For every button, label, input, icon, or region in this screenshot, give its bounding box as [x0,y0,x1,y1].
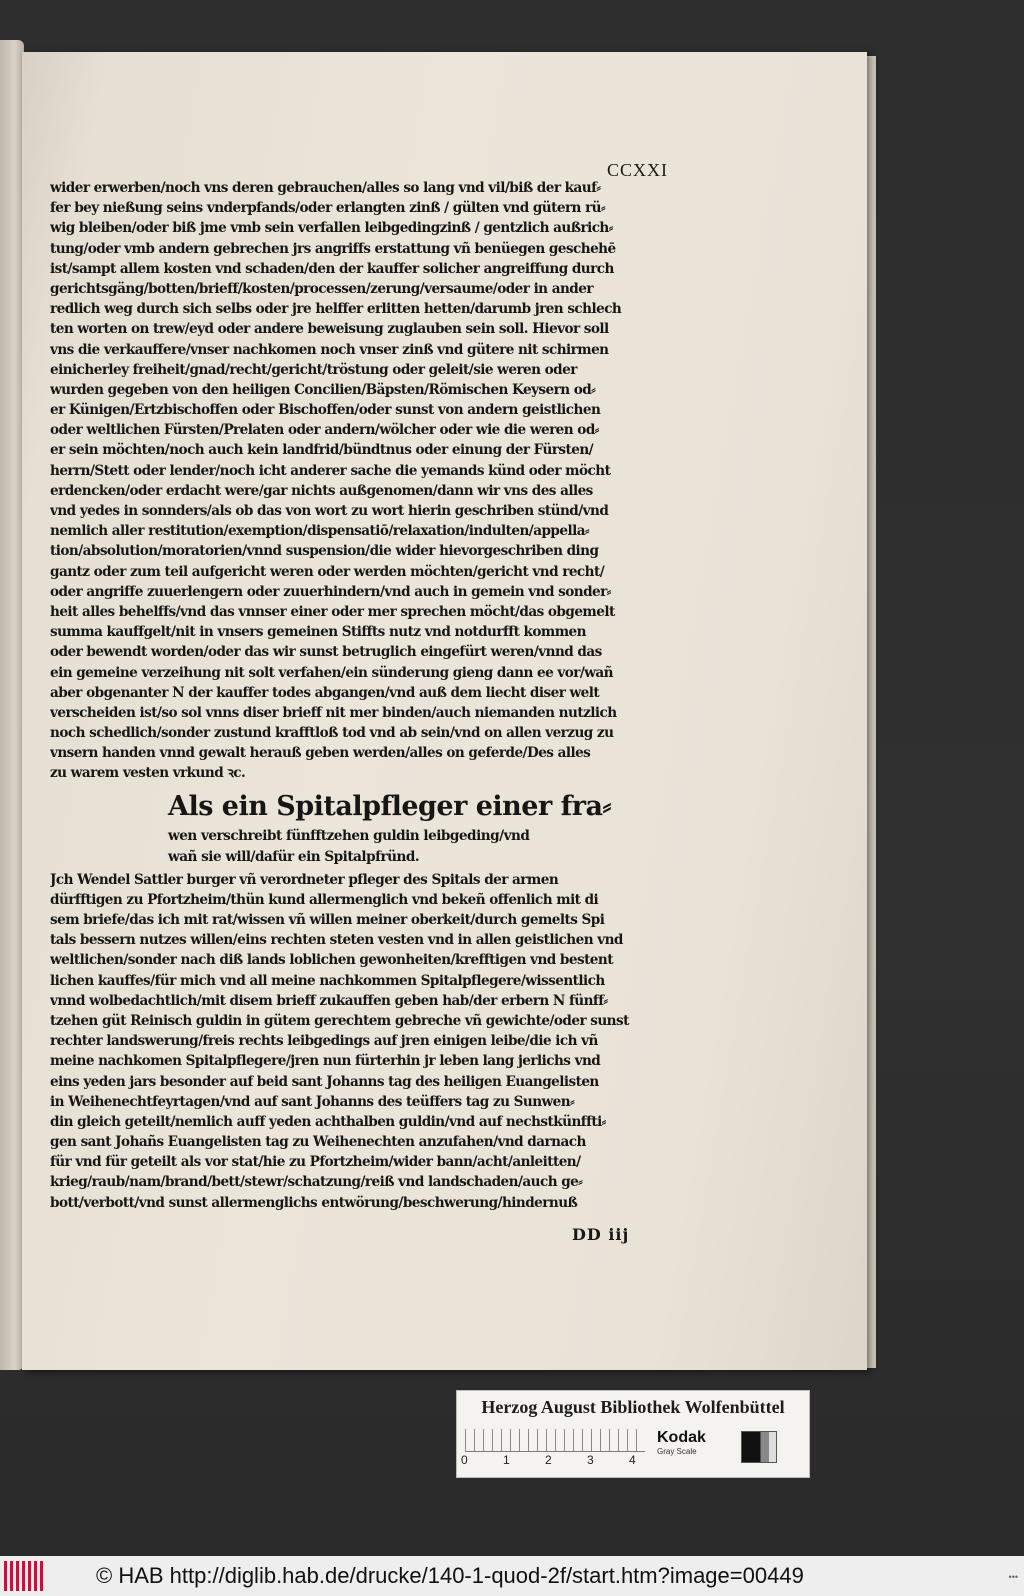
left-page-edge [0,40,24,1370]
text-line: wig bleiben/oder biß jme vmb sein verfallen leibgedingzinß / gentzlich außrich⸗ [50,220,613,237]
text-line: summa kauffgelt/nit in vnsers gemeinen Stiffts nutz vnd notdurfft kommen [50,624,586,641]
body-paragraph-2 [50,870,700,1213]
heading-subline: wañ sie will/dafür ein Spitalpfründ. [168,848,420,865]
text-line: einicherley freiheit/gnad/recht/gericht/tröstung oder geleit/sie weren oder [50,361,577,378]
heading-subline: wen verschreibt fünfftzehen guldin leibgeding/vnd [168,827,530,844]
footer-bar [0,1556,1024,1596]
footer-dots: ••• [1008,1572,1018,1582]
hab-logo-icon [4,1561,46,1591]
text-line: meine nachkomen Spitalpflegere/jren nun fürterhin jr leben lang jerlichs vnd [50,1053,601,1070]
text-line: fer bey nießung seins vnderpfands/oder erlangten zinß / gülten vnd gütern rü⸗ [50,200,605,217]
text-line: weltlichen/sonder nach diß lands loblichen gewonheiten/krefftigen vnd bestent [50,952,613,969]
text-line: Jch Wendel Sattler burger vñ verordneter pfleger des Spitals der armen [50,871,559,888]
text-line: vnsern handen vnnd gewalt herauß geben werden/alles on geferde/Des alles [50,745,591,762]
text-line: in Weihenechtfeyrtagen/vnd auf sant Johanns des teüffers tag zu Sunwen⸗ [50,1093,575,1110]
text-line: krieg/raub/nam/brand/bett/stewr/schatzung/reiß vnd landschaden/auch ge⸗ [50,1174,583,1191]
text-line: vns die verkauffere/vnser nachkomen noch vnser zinß vnd gütere nit schirmen [50,341,609,358]
ruler-number: 3 [587,1453,594,1467]
text-line: für vnd für geteilt als vor stat/hie zu Pfortzheim/wider bann/acht/anleitten/ [50,1154,581,1171]
text-line: rechter landswerung/freis rechts leibgedings auf jren einigen leibe/die ich vñ [50,1033,598,1050]
text-line: er sein möchten/noch auch kein landfrid/bündtnus oder einung der Fürsten/ [50,442,594,459]
folio-number: CCXXI [606,160,668,180]
library-name: Herzog August Bibliothek Wolfenbüttel [481,1397,785,1417]
text-line: verscheiden ist/so sol vnns diser brieff nit mer binden/auch niemanden nutzlich [50,704,617,721]
kodak-brand: Kodak [657,1429,706,1446]
text-line: er Künigen/Ertzbischoffen oder Bischoffen/oder sunst von andern geistlichen [50,402,601,419]
page-text-block [50,178,700,1213]
text-line: oder angriffe zuuerlengern oder zuuerhindern/vnd auch in gemein vnd sonder⸗ [50,583,611,600]
heading-title: Als ein Spitalpfleger einer fra⸗ [168,790,611,822]
text-line: eins yeden jars besonder auf beid sant Johanns tag des heiligen Euangelisten [50,1073,599,1090]
text-line: oder bewendt worden/oder das wir sunst betruglich eingefürt weren/vnnd das [50,644,602,661]
text-line: vnd yedes in sonnders/als ob das von wort zu wort hierin geschriben stünd/vnd [50,503,609,519]
text-line: bott/verbott/vnd sunst allermenglichs entwörung/beschwerung/hindernuß [50,1194,578,1211]
text-line: ist/sampt allem kosten vnd schaden/den der kauffer solicher angreiffung durch [50,260,614,277]
ruler-number: 2 [545,1453,552,1467]
text-line: wider erwerben/noch vns deren gebrauchen/alles so lang vnd vil/biß der kauf⸗ [50,180,601,196]
gray-patch [741,1431,777,1463]
section-heading [50,788,700,868]
signature-mark: DD iij [572,1225,630,1244]
text-line: aber obgenanter N der kauffer todes abgangen/vnd auß dem liecht diser welt [50,684,600,701]
text-line: lichen kauffes/für mich vnd all meine nachkommen Spitalpflegere/wissentlich [50,972,605,989]
ruler-number: 4 [629,1453,636,1467]
text-line: tion/absolution/moratorien/vnnd suspension/die wider hievorgeschriben ding [50,543,599,560]
text-line: heit alles behelffs/vnd das vnnser einer oder mer sprechen möcht/das obgemelt [50,603,615,620]
text-line: tung/oder vmb andern gebrechen jrs angriffs erstattung vñ benüegen geschehē [50,240,616,257]
text-line: redlich weg durch sich selbs oder jre helffer erlitten hetten/darumb jren schlech [50,301,622,318]
scale-ruler [465,1429,645,1452]
text-line: zu warem vesten vrkund ꝛc. [50,765,246,782]
text-line: gerichtsgäng/botten/brieff/kosten/processen/zerung/versaume/oder in ander [50,280,593,297]
ruler-number: 0 [461,1453,468,1467]
text-line: wurden gegeben von den heiligen Concilien/Bäpsten/Römischen Keysern od⸗ [50,381,596,398]
text-line: noch schedlich/sonder zustund krafftloß tod vnd ab sein/vnd on allen verzug zu [50,725,614,742]
text-line: dürfftigen zu Pfortzheim/thün kund allermenglich vnd bekeñ offenlich mit di [50,891,599,908]
text-line: vnnd wolbedachtlich/mit disem brieff zukauffen geben hab/der erbern N fünff⸗ [50,992,608,1009]
gray-scale-text: Gray Scale [657,1447,697,1456]
text-line: erdencken/oder erdacht were/gar nichts außgenomen/dann wir vns des alles [50,482,593,499]
library-color-label [456,1390,810,1478]
footer-url-text: © HAB http://diglib.hab.de/drucke/140-1-quod-2f/start.htm?image=00449 [96,1563,804,1588]
text-line: gantz oder zum teil aufgericht weren oder werden möchten/gericht vnd recht/ [50,563,605,580]
text-line: oder weltlichen Fürsten/Prelaten oder andern/wölcher oder wie die weren od⸗ [50,422,599,439]
text-line: herrn/Stett oder lender/noch icht anderer sache die yemands künd oder möcht [50,462,611,479]
ruler-number: 1 [503,1453,510,1467]
text-line: nemlich aller restitution/exemption/dispensatiō/relaxation/indulten/appella⸗ [50,523,589,540]
text-line: sem briefe/das ich mit rat/wissen vñ willen meiner oberkeit/durch gemelts Spi [50,912,605,928]
body-paragraph-1 [50,178,700,784]
text-line: tzehen güt Reinisch guldin in gütem gerechtem gebreche vñ gewichte/oder sunst [50,1012,629,1029]
text-line: ten worten on trew/eyd oder andere beweisung zuglauben sein soll. Hievor soll [50,321,609,338]
text-line: ein gemeine verzeihung nit solt verfahen/ein sünderung gieng dann ee vor/wañ [50,664,614,681]
text-line: din gleich geteilt/nemlich auff yeden achthalben guldin/vnd auf nechstkünffti⸗ [50,1113,606,1130]
text-line: gen sant Johañs Euangelisten tag zu Weihenechten anzufahen/vnd darnach [50,1134,586,1151]
text-line: tals bessern nutzes willen/eins rechten steten vesten vnd in allen geistlichen vnd [50,932,623,949]
